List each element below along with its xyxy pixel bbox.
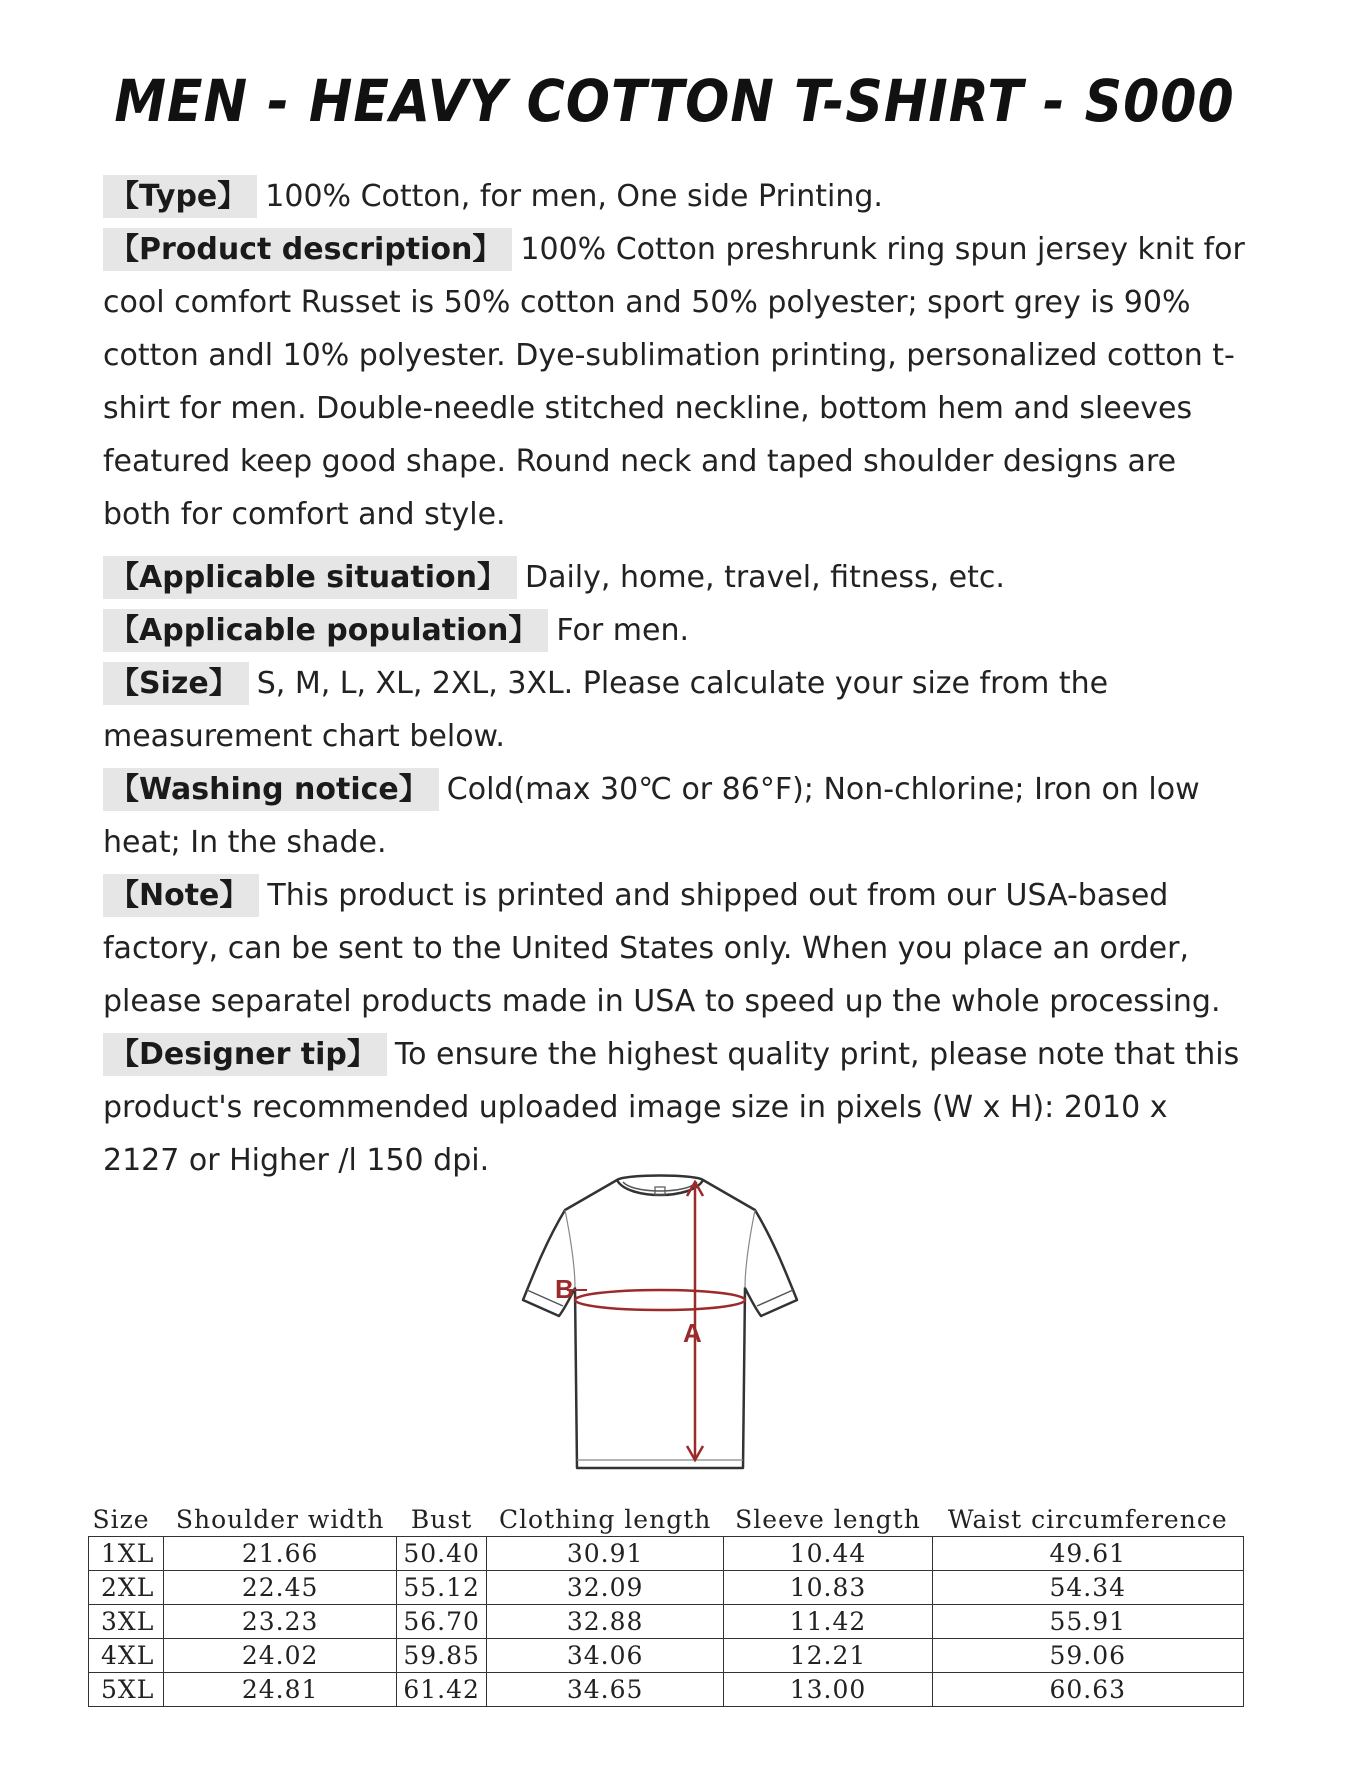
- table-cell: 2XL: [89, 1571, 164, 1605]
- applicable-population-section: [103, 604, 1253, 657]
- table-cell: 59.85: [397, 1639, 487, 1673]
- designer-tip-label: 【Designer tip】: [103, 1033, 387, 1076]
- header-shoulder-width: Shoulder width: [175, 1504, 385, 1534]
- applicable-population-label: 【Applicable population】: [103, 609, 548, 652]
- washing-notice-section: [103, 763, 1253, 869]
- table-cell: 22.45: [163, 1571, 396, 1605]
- table-cell: 24.02: [163, 1639, 396, 1673]
- table-cell: 23.23: [163, 1605, 396, 1639]
- washing-notice-text: Cold(max 30℃ or 86°F); Non-chlorine; Iron on low heat; In the shade.: [103, 772, 1200, 860]
- size-chart: [88, 1500, 1248, 1707]
- table-cell: 30.91: [486, 1537, 724, 1571]
- header-clothing-length: Clothing length: [498, 1504, 712, 1534]
- product-info: [103, 170, 1253, 1187]
- product-description-section: [103, 223, 1253, 541]
- table-cell: 50.40: [397, 1537, 487, 1571]
- table-cell: 60.63: [932, 1673, 1243, 1707]
- size-label: 【Size】: [103, 662, 249, 705]
- designer-tip-section: [103, 1028, 1253, 1187]
- table-cell: 34.65: [486, 1673, 724, 1707]
- product-description-label: 【Product description】: [103, 228, 512, 271]
- table-cell: 10.83: [724, 1571, 932, 1605]
- header-waist-circumference: Waist circumference: [947, 1504, 1228, 1534]
- note-label: 【Note】: [103, 874, 259, 917]
- note-text: This product is printed and shipped out from our USA-based factory, can be sent to the United States only. When you place an order, please separatel products made in USA to speed up the whole processing.: [103, 878, 1221, 1019]
- applicable-situation-section: [103, 551, 1253, 604]
- table-cell: 5XL: [89, 1673, 164, 1707]
- table-row: [89, 1639, 1244, 1673]
- type-section: [103, 170, 1253, 223]
- tshirt-outline: [523, 1176, 797, 1469]
- designer-tip-text: To ensure the highest quality print, please note that this product's recommended uploaded image size in pixels (W x H): 2010 x 2127 or Higher /l 150 dpi.: [103, 1037, 1240, 1178]
- table-cell: 59.06: [932, 1639, 1243, 1673]
- note-section: [103, 869, 1253, 1028]
- label-a: A: [683, 1318, 702, 1348]
- table-row: [89, 1605, 1244, 1639]
- header-size: Size: [92, 1504, 150, 1534]
- page-title: MEN - HEAVY COTTON T-SHIRT - S000: [114, 68, 1235, 136]
- table-cell: 32.09: [486, 1571, 724, 1605]
- table-row: [89, 1673, 1244, 1707]
- type-label: 【Type】: [103, 175, 257, 218]
- table-cell: 55.12: [397, 1571, 487, 1605]
- table-cell: 34.06: [486, 1639, 724, 1673]
- table-cell: 54.34: [932, 1571, 1243, 1605]
- table-cell: 1XL: [89, 1537, 164, 1571]
- table-cell: 11.42: [724, 1605, 932, 1639]
- table-cell: 21.66: [163, 1537, 396, 1571]
- size-section: [103, 657, 1253, 763]
- size-table-header-row: [89, 1500, 1244, 1537]
- header-sleeve-length: Sleeve length: [735, 1504, 921, 1534]
- applicable-population-text: For men.: [556, 613, 690, 648]
- table-cell: 13.00: [724, 1673, 932, 1707]
- table-cell: 3XL: [89, 1605, 164, 1639]
- tshirt-measurement-diagram: [515, 1170, 805, 1485]
- table-cell: 55.91: [932, 1605, 1243, 1639]
- applicable-situation-text: Daily, home, travel, fitness, etc.: [524, 560, 1005, 595]
- table-row: [89, 1571, 1244, 1605]
- table-cell: 56.70: [397, 1605, 487, 1639]
- table-cell: 24.81: [163, 1673, 396, 1707]
- table-cell: 49.61: [932, 1537, 1243, 1571]
- product-description-text: 100% Cotton preshrunk ring spun jersey knit for cool comfort Russet is 50% cotton and 50% polyester; sport grey is 90% cotton andl 10% polyester. Dye-sublimation printing, personalized cotton t-shirt for men. Double-needle stitched neckline, bottom hem and sleeves featured keep good shape. Round neck and taped shoulder designs are both for comfort and style.: [103, 232, 1245, 532]
- table-cell: 12.21: [724, 1639, 932, 1673]
- table-cell: 10.44: [724, 1537, 932, 1571]
- tshirt-diagram-svg: [515, 1170, 805, 1485]
- applicable-situation-label: 【Applicable situation】: [103, 556, 517, 599]
- type-text: 100% Cotton, for men, One side Printing.: [265, 179, 883, 214]
- washing-notice-label: 【Washing notice】: [103, 768, 439, 811]
- size-table: [88, 1500, 1244, 1707]
- table-cell: 4XL: [89, 1639, 164, 1673]
- table-cell: 61.42: [397, 1673, 487, 1707]
- header-bust: Bust: [410, 1504, 473, 1534]
- label-b: B: [555, 1274, 574, 1304]
- table-cell: 32.88: [486, 1605, 724, 1639]
- size-text: S, M, L, XL, 2XL, 3XL. Please calculate your size from the measurement chart below.: [103, 666, 1109, 754]
- table-row: [89, 1537, 1244, 1571]
